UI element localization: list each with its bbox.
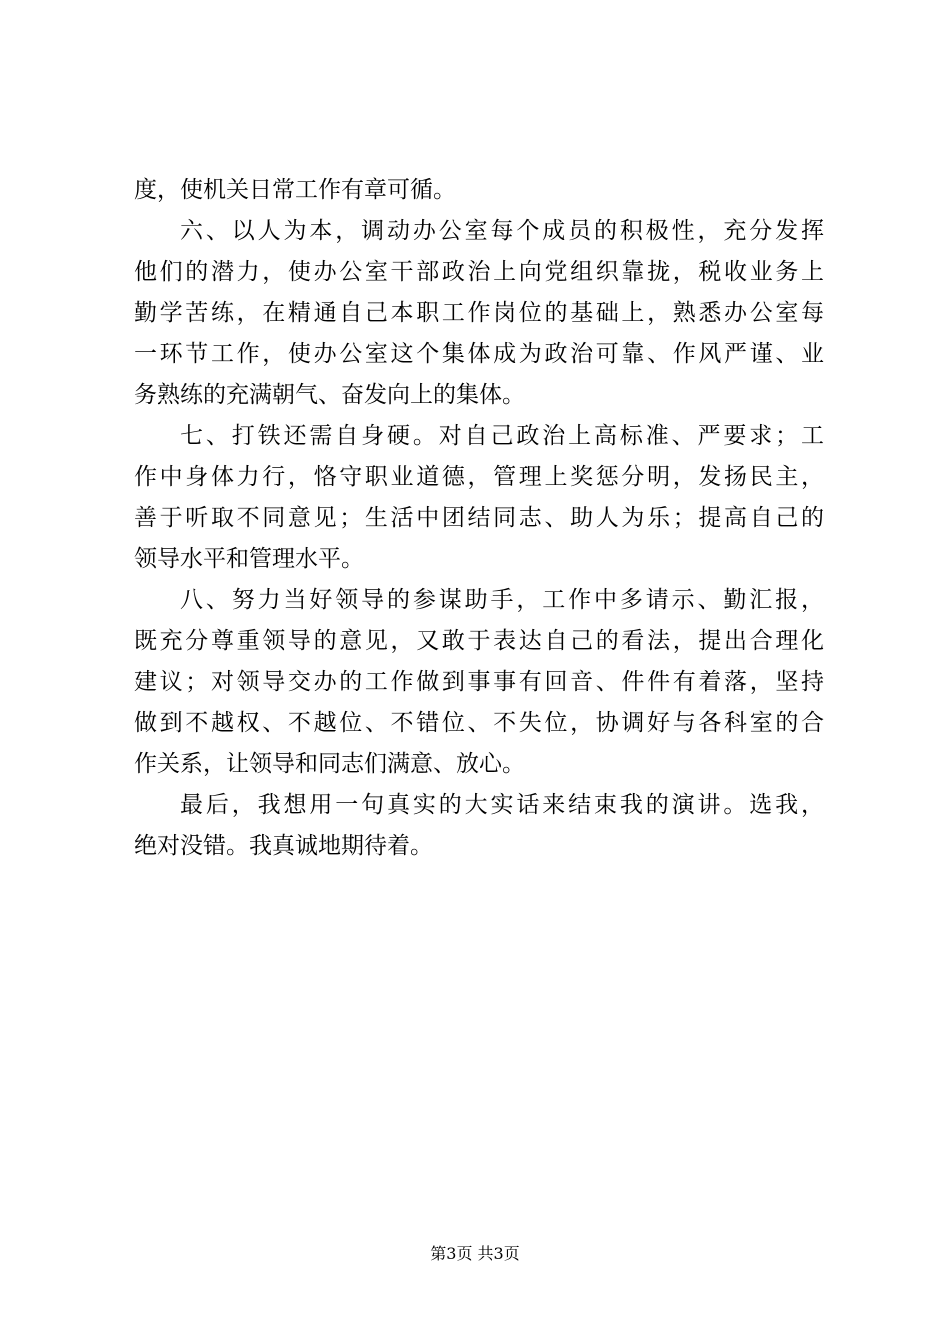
closing-paragraph-first-line: 最后，我想用一句真实的大实话来结束我的演讲。选我， — [180, 792, 824, 818]
text-line: 一环节工作，使办公室这个集体成为政治可靠、作风严谨、业 — [134, 341, 824, 367]
text-line: 务熟练的充满朝气、奋发向上的集体。 — [134, 382, 525, 408]
page-number-footer: 第3页 共3页 — [430, 1244, 520, 1263]
paragraph-eight-first-line: 八、努力当好领导的参谋助手，工作中多请示、勤汇报， — [180, 587, 824, 613]
text-line: 绝对没错。我真诚地期待着。 — [134, 833, 433, 859]
paragraph-seven-first-line: 七、打铁还需自身硬。对自己政治上高标准、严要求；工 — [180, 423, 824, 449]
paragraph-six-first-line: 六、以人为本，调动办公室每个成员的积极性，充分发挥 — [180, 218, 824, 244]
text-line: 作中身体力行，恪守职业道德，管理上奖惩分明，发扬民主， — [134, 464, 824, 490]
document-body — [134, 170, 824, 867]
text-line: 作关系，让领导和同志们满意、放心。 — [134, 751, 525, 777]
text-line: 勤学苦练，在精通自己本职工作岗位的基础上，熟悉办公室每 — [134, 300, 824, 326]
text-line: 建议；对领导交办的工作做到事事有回音、件件有着落，坚持 — [134, 669, 824, 695]
text-line: 他们的潜力，使办公室干部政治上向党组织靠拢，税收业务上 — [134, 259, 824, 285]
text-line: 善于听取不同意见；生活中团结同志、助人为乐；提高自己的 — [134, 505, 824, 531]
text-line: 既充分尊重领导的意见，又敢于表达自己的看法，提出合理化 — [134, 628, 824, 654]
text-line: 度，使机关日常工作有章可循。 — [134, 177, 456, 203]
text-line: 领导水平和管理水平。 — [134, 546, 364, 572]
text-line: 做到不越权、不越位、不错位、不失位，协调好与各科室的合 — [134, 710, 824, 736]
